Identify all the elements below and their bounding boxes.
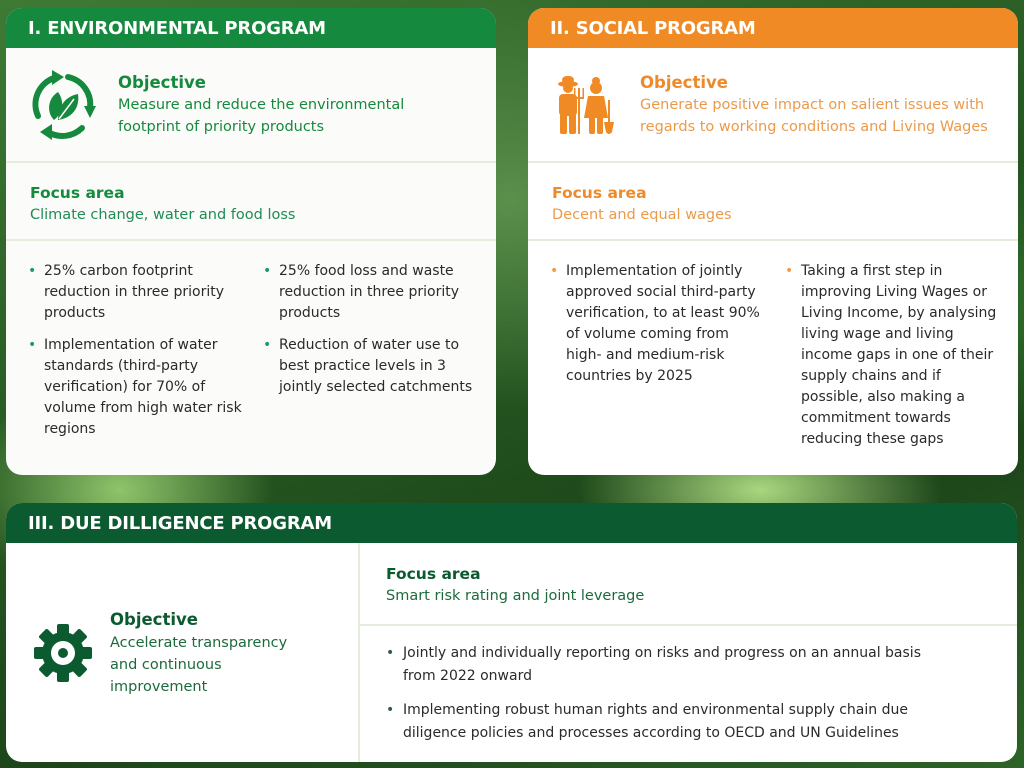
due-diligence-focus-area <box>360 543 1017 626</box>
target-item: • Implementation of water standards (third-party verification) for 70% of volume from high water risk regions <box>28 337 242 437</box>
target-item: • 25% food loss and waste reduction in three priority products <box>263 263 460 321</box>
farmers-icon <box>546 66 624 144</box>
focus-area-title: Focus area <box>552 184 647 202</box>
objective-title: Objective <box>640 72 728 92</box>
objective-description: Accelerate transparency and continuous improvement <box>110 634 288 695</box>
social-objective <box>528 48 1018 163</box>
focus-area-description: Climate change, water and food loss <box>30 207 296 223</box>
social-program-header: II. SOCIAL PROGRAM <box>528 8 1018 48</box>
environmental-program-header: I. ENVIRONMENTAL PROGRAM <box>6 8 496 48</box>
environmental-objective <box>6 48 496 163</box>
target-item: • Reduction of water use to best practice levels in 3 jointly selected catchments <box>263 337 473 395</box>
bullet-icon: • <box>28 263 37 279</box>
recycle-leaf-icon <box>24 66 102 144</box>
environmental-program-panel <box>6 8 496 475</box>
target-item: • 25% carbon footprint reduction in three priority products <box>28 263 225 321</box>
bullet-icon: • <box>263 263 272 279</box>
bullet-icon: • <box>28 337 37 353</box>
bullet-icon: • <box>263 337 272 353</box>
target-item: • Jointly and individually reporting on risks and progress on an annual basis from 2022 onward <box>386 642 926 688</box>
target-item: • Taking a first step in improving Living Wages or Living Income, by analysing living wage and living income gaps in one of their supply chains and if possible, also making a commitment towards reducing these gaps <box>785 263 997 447</box>
target-item: • Implementation of jointly approved social third-party verification, to at least 90% of volume coming from high- and medium-risk countries by 2025 <box>550 263 760 384</box>
environmental-focus-area <box>6 163 496 241</box>
bullet-icon: • <box>785 263 794 279</box>
social-program-panel <box>528 8 1018 475</box>
focus-area-title: Focus area <box>386 565 481 583</box>
objective-title: Objective <box>110 609 198 629</box>
due-diligence-targets <box>360 626 1017 745</box>
bullet-icon: • <box>550 263 559 279</box>
focus-area-description: Decent and equal wages <box>552 207 732 223</box>
objective-description: Measure and reduce the environmental footprint of priority products <box>118 96 405 135</box>
focus-area-description: Smart risk rating and joint leverage <box>386 588 645 604</box>
due-diligence-objective <box>6 543 360 762</box>
target-item: • Implementing robust human rights and environmental supply chain due diligence policies and processes according to OECD and UN Guidelines <box>386 699 926 745</box>
bullet-icon: • <box>386 645 395 661</box>
gear-icon <box>32 622 94 684</box>
due-diligence-program-panel <box>6 503 1017 762</box>
due-diligence-program-header: III. DUE DILLIGENCE PROGRAM <box>6 503 1017 543</box>
objective-title: Objective <box>118 72 206 92</box>
social-targets <box>528 241 1018 461</box>
focus-area-title: Focus area <box>30 184 125 202</box>
social-focus-area <box>528 163 1018 241</box>
bullet-icon: • <box>386 702 395 718</box>
objective-description: Generate positive impact on salient issues with regards to working conditions and Living Wages <box>640 96 988 135</box>
environmental-targets <box>6 241 496 451</box>
